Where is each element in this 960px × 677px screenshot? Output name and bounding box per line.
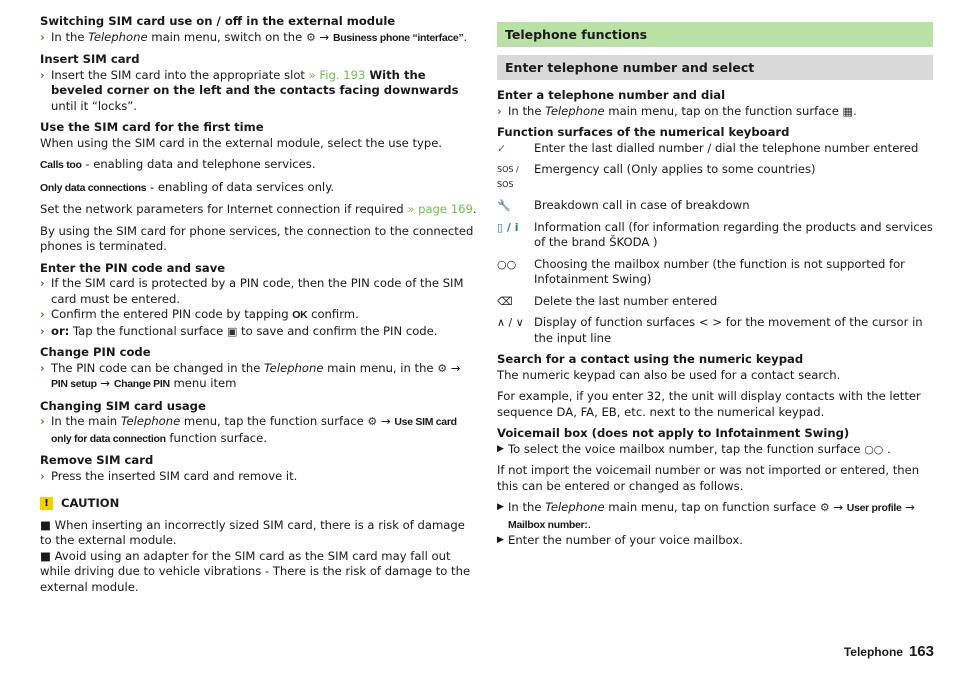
- heading-first-use: Use the SIM card for the first time: [40, 120, 264, 134]
- step-change-pin: › The PIN code can be changed in the Telephone main menu, in the ⚙ → PIN setup → Change PIN menu item: [40, 360, 461, 390]
- section-banner-enter-number: Enter telephone number and select: [497, 55, 933, 80]
- warning-icon: !: [40, 497, 53, 510]
- option-calls-too: Calls too - enabling data and telephone services.: [40, 157, 316, 171]
- function-surfaces-list: [497, 141, 933, 347]
- sos-icon: SOS / SOS: [497, 165, 519, 189]
- settings-icon: ⚙: [437, 361, 448, 375]
- backspace-icon: ⌫: [497, 294, 513, 308]
- dial-icon: ✓: [497, 141, 507, 155]
- network-params-text: Set the network parameters for Internet connection if required » page 169.: [40, 202, 477, 216]
- figure-link[interactable]: » Fig. 193: [308, 67, 366, 82]
- heading-function-surfaces: Function surfaces of the numerical keyboard: [497, 125, 790, 139]
- fs-row-breakdown: 🔧 Breakdown call in case of breakdown: [497, 198, 750, 212]
- fs-row-cursor: ∧ / ∨ Display of function surfaces < > for the movement of the cursor in the input line: [497, 315, 923, 345]
- chevron-up-down-icon: ∧ / ∨: [497, 316, 524, 329]
- caution-item-1: ■ When inserting an incorrectly sized SIM card, there is a risk of damage to the external module.: [40, 517, 465, 547]
- fs-row-mailbox: ○○ Choosing the mailbox number (the function is not supported for Infotainment Swing): [497, 256, 905, 286]
- option-data-only: Only data connections - enabling of data services only.: [40, 179, 335, 194]
- heading-insert-sim: Insert SIM card: [40, 52, 140, 66]
- keypad-icon: ▦: [842, 104, 853, 118]
- step-set-mailbox: ▶ In the Telephone main menu, tap on function surface ⚙ → User profile → Mailbox number:.: [497, 500, 915, 531]
- right-column: [497, 22, 933, 549]
- caution-header: ! CAUTION: [40, 496, 478, 512]
- page-link[interactable]: » page 169: [407, 202, 473, 216]
- fs-row-info: ▯ / i Information call (for information regarding the products and services of the brand ŠKODA ): [497, 219, 933, 249]
- settings-icon: ⚙: [819, 501, 830, 514]
- info-icon: ▯ / i: [497, 220, 519, 234]
- step-pin-required: › If the SIM card is protected by a PIN code, then the PIN code of the SIM card must be entered.: [40, 276, 464, 306]
- page-footer: [844, 643, 934, 660]
- section-banner-telephone-functions: Telephone functions: [497, 22, 933, 47]
- first-use-text: When using the SIM card in the external module, select the use type.: [40, 135, 443, 150]
- step-switch-sim: › In the Telephone main menu, switch on the ⚙ → Business phone “interface”.: [40, 29, 468, 44]
- page-number: 163: [908, 643, 934, 660]
- settings-icon: ⚙: [367, 415, 378, 428]
- heading-switching-sim: Switching SIM card use on / off in the external module: [40, 14, 396, 28]
- step-insert-sim: › Insert the SIM card into the appropriate slot » Fig. 193 With the beveled corner on the left and the contacts facing downwards until it “locks”.: [40, 67, 459, 113]
- fs-row-dial: ✓ Enter the last dialled number / dial the telephone number entered: [497, 140, 919, 155]
- heading-enter-dial: Enter a telephone number and dial: [497, 88, 726, 102]
- step-select-voicemail: ▶ To select the voice mailbox number, tap the function surface ○○ .: [497, 441, 891, 456]
- wrench-icon: 🔧: [497, 199, 511, 212]
- contact-search-text: The numeric keypad can also be used for a contact search.: [497, 367, 841, 382]
- heading-voicemail: Voicemail box (does not apply to Infotainment Swing): [497, 426, 850, 440]
- step-change-usage: › In the main Telephone menu, tap the function surface ⚙ → Use SIM card only for data connection function surface.: [40, 414, 457, 445]
- contact-search-example: For example, if you enter 32, the unit will display contacts with the letter sequence DA, FA, EB, etc. next to the numerical keypad.: [497, 389, 921, 419]
- ok-icon: OK: [292, 309, 308, 321]
- step-remove-sim: › Press the inserted SIM card and remove it.: [40, 468, 298, 483]
- step-enter-mailbox: ▶ Enter the number of your voice mailbox.: [497, 533, 743, 547]
- footer-section: Telephone: [843, 645, 903, 659]
- voicemail-icon: ○○: [864, 442, 884, 456]
- fs-row-delete: ⌫ Delete the last number entered: [497, 293, 718, 308]
- heading-enter-pin: Enter the PIN code and save: [40, 260, 226, 275]
- fs-row-emergency: SOS / SOS Emergency call (Only applies to some countries): [497, 162, 933, 192]
- heading-contact-search: Search for a contact using the numeric keypad: [497, 352, 804, 366]
- step-open-keypad: › In the Telephone main menu, tap on the function surface ▦.: [497, 103, 857, 118]
- save-icon: ▣: [226, 324, 238, 338]
- voicemail-icon: ○○: [497, 257, 517, 271]
- voicemail-import-text: If not import the voicemail number or was not imported or entered, then this can be entered or changed as follows.: [497, 463, 920, 493]
- left-column: [40, 14, 478, 595]
- step-save-pin: › or: Tap the functional surface ▣ to save and confirm the PIN code.: [40, 323, 438, 338]
- heading-remove-sim: Remove SIM card: [40, 453, 154, 467]
- heading-change-usage: Changing SIM card usage: [40, 398, 206, 413]
- caution-item-2: ■ Avoid using an adapter for the SIM card as the SIM card may fall out while driving due to vehicle vibrations - There is the risk of damage to the external module.: [40, 548, 471, 594]
- step-confirm-pin: › Confirm the entered PIN code by tapping OK confirm.: [40, 307, 359, 321]
- settings-icon: ⚙: [305, 30, 316, 44]
- phone-services-note: By using the SIM card for phone services, the connection to the connected phones is terminated.: [40, 223, 474, 253]
- heading-change-pin: Change PIN code: [40, 345, 151, 359]
